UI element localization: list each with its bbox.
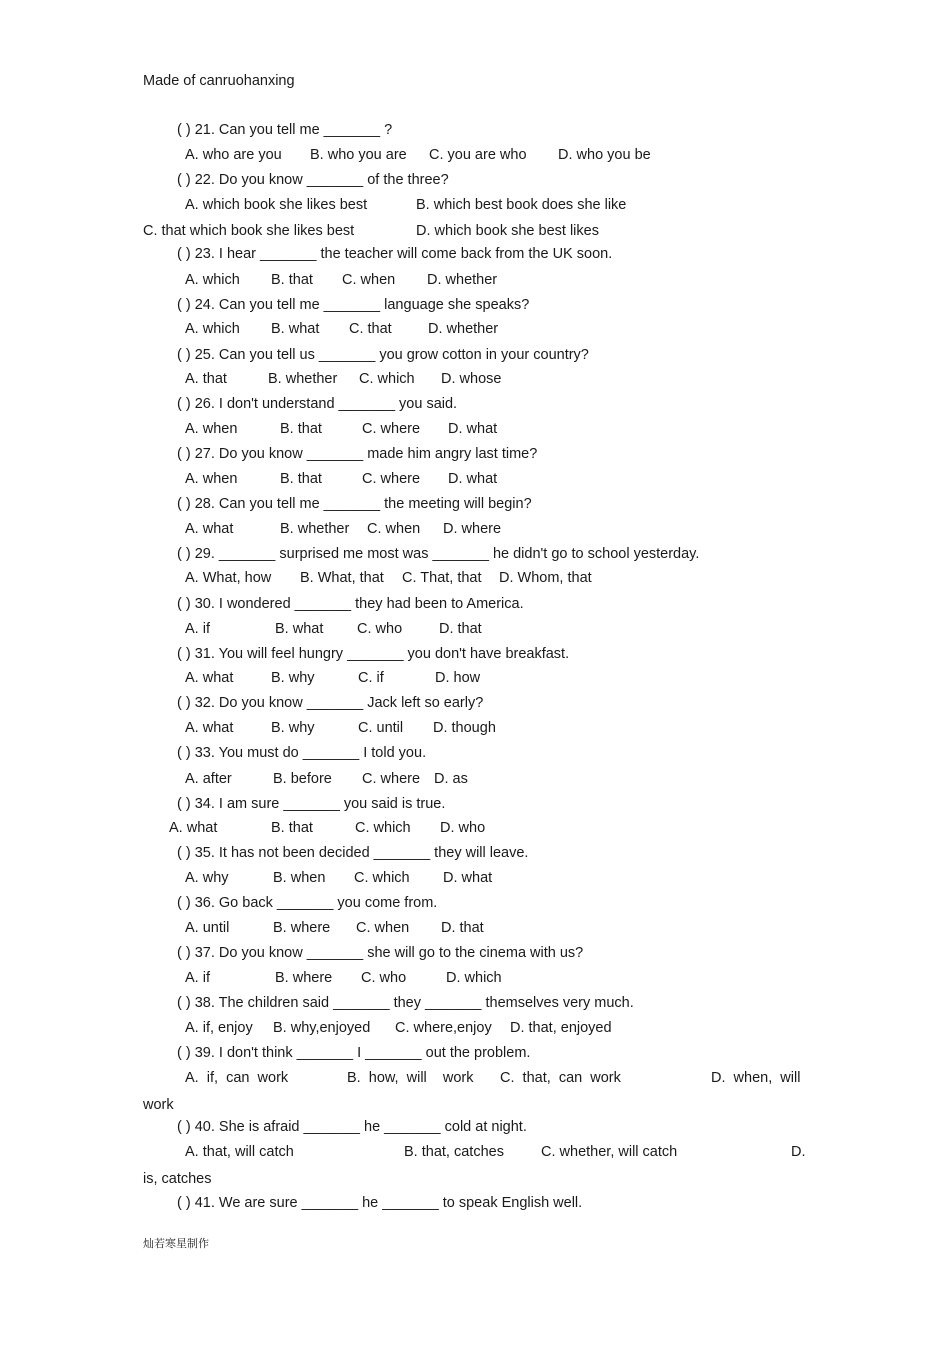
option: C. when [367,521,421,537]
option: D. who you be [558,147,651,163]
question-stem: ( ) 25. Can you tell us _______ you grow cotton in your country? [177,347,589,363]
option: D. [791,1144,806,1160]
question-stem: ( ) 34. I am sure _______ you said is true. [177,796,446,812]
option: C. that which book she likes best [143,223,355,239]
option: B. whether [268,371,338,387]
option: C. where [362,771,421,787]
option: D. which [446,970,502,986]
option: A. if, enjoy [185,1020,253,1036]
option: C. where,enjoy [395,1020,492,1036]
question-stem: ( ) 33. You must do _______ I told you. [177,745,427,761]
option: D. as [434,771,468,787]
option: B. where [273,920,331,936]
option: C. who [361,970,407,986]
option: A. which [185,272,240,288]
option: B. before [273,771,332,787]
question-stem: ( ) 27. Do you know _______ made him angry last time? [177,446,538,462]
question-stem: ( ) 38. The children said _______ they _______ themselves very much. [177,995,634,1011]
option: C. which [359,371,415,387]
option: B. where [275,970,333,986]
option: B. who you are [310,147,407,163]
option: D. where [443,521,502,537]
option: B. why [271,670,315,686]
option: A. when [185,421,238,437]
option: C. where [362,471,421,487]
option: C. whether, will catch [541,1144,678,1160]
option: A. if [185,970,210,986]
option: D. whether [427,272,498,288]
option: A. why [185,870,229,886]
option: A. if, can work [185,1070,289,1086]
question-stem: ( ) 29. _______ surprised me most was _______ he didn't go to school yesterday. [177,546,700,562]
option: A. until [185,920,230,936]
option: B. why [271,720,315,736]
option: A. what [185,720,234,736]
question-stem: ( ) 24. Can you tell me _______ language she speaks? [177,297,530,313]
question-stem: ( ) 26. I don't understand _______ you said. [177,396,458,412]
option: B. that [280,471,322,487]
question-stem: ( ) 22. Do you know _______ of the three? [177,172,449,188]
option: D. that, enjoyed [510,1020,612,1036]
option: C. That, that [402,570,482,586]
option: A. after [185,771,232,787]
option: B. what [271,321,320,337]
option: C. who [357,621,403,637]
option: C. until [358,720,404,736]
option: A. that, will catch [185,1144,294,1160]
option: C. where [362,421,421,437]
option: A. who are you [185,147,282,163]
question-stem: ( ) 21. Can you tell me _______ ? [177,122,393,138]
option: B. that, catches [404,1144,504,1160]
option: D. that [441,920,484,936]
option: D. whether [428,321,499,337]
option: is, catches [143,1171,212,1187]
question-stem: ( ) 36. Go back _______ you come from. [177,895,438,911]
option: B. What, that [300,570,384,586]
question-stem: ( ) 40. She is afraid _______ he _______ cold at night. [177,1119,527,1135]
option: C. if [358,670,384,686]
option: B. that [271,820,313,836]
option: work [143,1097,174,1113]
option: D. what [448,421,498,437]
question-stem: ( ) 37. Do you know _______ she will go to the cinema with us? [177,945,584,961]
option: B. when [273,870,326,886]
option: D. when, will [711,1070,801,1086]
option: B. that [280,421,322,437]
option: D. who [440,820,486,836]
option: B. what [275,621,324,637]
option: B. why,enjoyed [273,1020,371,1036]
question-stem: ( ) 35. It has not been decided _______ they will leave. [177,845,529,861]
option: C. you are who [429,147,527,163]
option: A. that [185,371,227,387]
option: B. that [271,272,313,288]
option: D. how [435,670,481,686]
option: D. what [443,870,493,886]
option: A. what [185,521,234,537]
option: C. when [356,920,410,936]
option: B. which best book does she like [416,197,627,213]
option: D. which book she best likes [416,223,599,239]
option: A. which [185,321,240,337]
question-stem: ( ) 30. I wondered _______ they had been to America. [177,596,524,612]
option: A. which book she likes best [185,197,368,213]
option: C. which [355,820,411,836]
question-stem: ( ) 32. Do you know _______ Jack left so early? [177,695,484,711]
question-stem: ( ) 31. You will feel hungry _______ you don't have breakfast. [177,646,570,662]
question-stem: ( ) 23. I hear _______ the teacher will come back from the UK soon. [177,246,613,262]
page-footer: 灿若寒星制作 [143,1237,209,1250]
option: C. which [354,870,410,886]
option: B. whether [280,521,350,537]
option: A. if [185,621,210,637]
option: C. that [349,321,392,337]
option: A. what [185,670,234,686]
option: A. what [169,820,218,836]
option: C. when [342,272,396,288]
page-header: Made of canruohanxing [143,73,295,89]
option: D. that [439,621,482,637]
question-stem: ( ) 28. Can you tell me _______ the meeting will begin? [177,496,532,512]
option: C. that, can work [500,1070,621,1086]
question-stem: ( ) 41. We are sure _______ he _______ to speak English well. [177,1195,583,1211]
option: A. when [185,471,238,487]
question-stem: ( ) 39. I don't think _______ I _______ out the problem. [177,1045,531,1061]
option: D. Whom, that [499,570,592,586]
option: A. What, how [185,570,272,586]
option: B. how, will work [347,1070,474,1086]
option: D. whose [441,371,502,387]
option: D. though [433,720,496,736]
option: D. what [448,471,498,487]
